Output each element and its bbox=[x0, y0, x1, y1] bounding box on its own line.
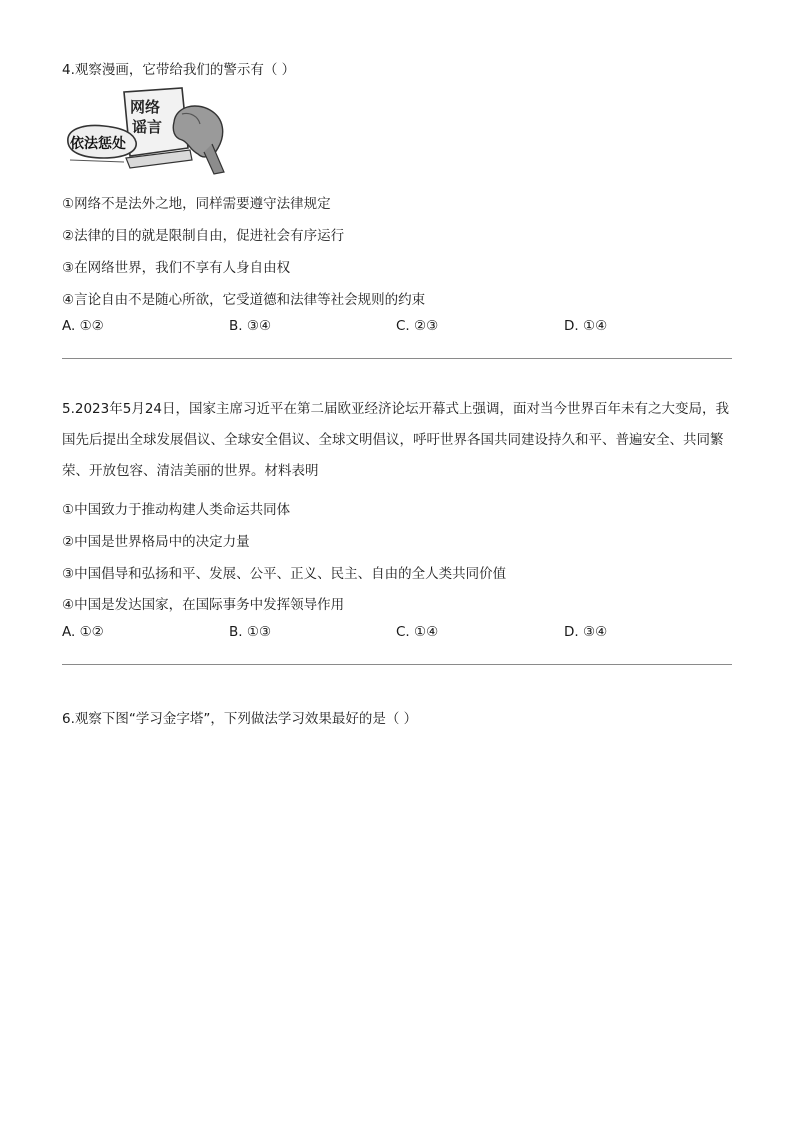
cartoon-image bbox=[64, 86, 226, 178]
q5-option-c[interactable]: C. ①④ bbox=[396, 624, 439, 640]
cartoon-board-text-2: 谣言 bbox=[132, 118, 163, 136]
q4-stem: 4.观察漫画，它带给我们的警示有（ ） bbox=[62, 62, 296, 78]
question-divider bbox=[62, 358, 732, 359]
q4-statement-3: ③在网络世界，我们不享有人身自由权 bbox=[62, 260, 291, 276]
q5-option-a[interactable]: A. ①② bbox=[62, 624, 104, 640]
q5-options bbox=[62, 624, 734, 644]
q6-stem: 6.观察下图“学习金字塔”，下列做法学习效果最好的是（ ） bbox=[62, 711, 418, 727]
q4-option-d[interactable]: D. ①④ bbox=[564, 318, 608, 334]
q5-stem: 5.2023年5月24日，国家主席习近平在第二届欧亚经济论坛开幕式上强调，面对当今世界百年未有之大变局，我国先后提出全球发展倡议、全球安全倡议、全球文明倡议，呼吁世界各国共同建设持久和平、普遍安全、共同繁荣、开放包容、清洁美丽的世界。材料表明 bbox=[62, 401, 730, 479]
q4-statement-2: ②法律的目的就是限制自由，促进社会有序运行 bbox=[62, 228, 345, 244]
q4-statement-4: ④言论自由不是随心所欲，它受道德和法律等社会规则的约束 bbox=[62, 292, 426, 308]
q4-option-b[interactable]: B. ③④ bbox=[229, 318, 272, 334]
q5-statement-1: ①中国致力于推动构建人类命运共同体 bbox=[62, 502, 291, 518]
cartoon-stamp-text: 依法惩处 bbox=[70, 136, 126, 152]
q4-option-c[interactable]: C. ②③ bbox=[396, 318, 439, 334]
q5-option-d[interactable]: D. ③④ bbox=[564, 624, 608, 640]
q5-statement-3: ③中国倡导和弘扬和平、发展、公平、正义、民主、自由的全人类共同价值 bbox=[62, 566, 507, 582]
cartoon-board-text-1: 网络 bbox=[130, 98, 161, 116]
q5-option-b[interactable]: B. ①③ bbox=[229, 624, 272, 640]
q4-option-a[interactable]: A. ①② bbox=[62, 318, 104, 334]
q4-statement-1: ①网络不是法外之地，同样需要遵守法律规定 bbox=[62, 196, 331, 212]
q4-options bbox=[62, 318, 734, 338]
question-divider bbox=[62, 664, 732, 665]
q5-statement-4: ④中国是发达国家，在国际事务中发挥领导作用 bbox=[62, 597, 345, 613]
q5-statement-2: ②中国是世界格局中的决定力量 bbox=[62, 534, 250, 550]
cartoon-illustration bbox=[64, 86, 226, 178]
